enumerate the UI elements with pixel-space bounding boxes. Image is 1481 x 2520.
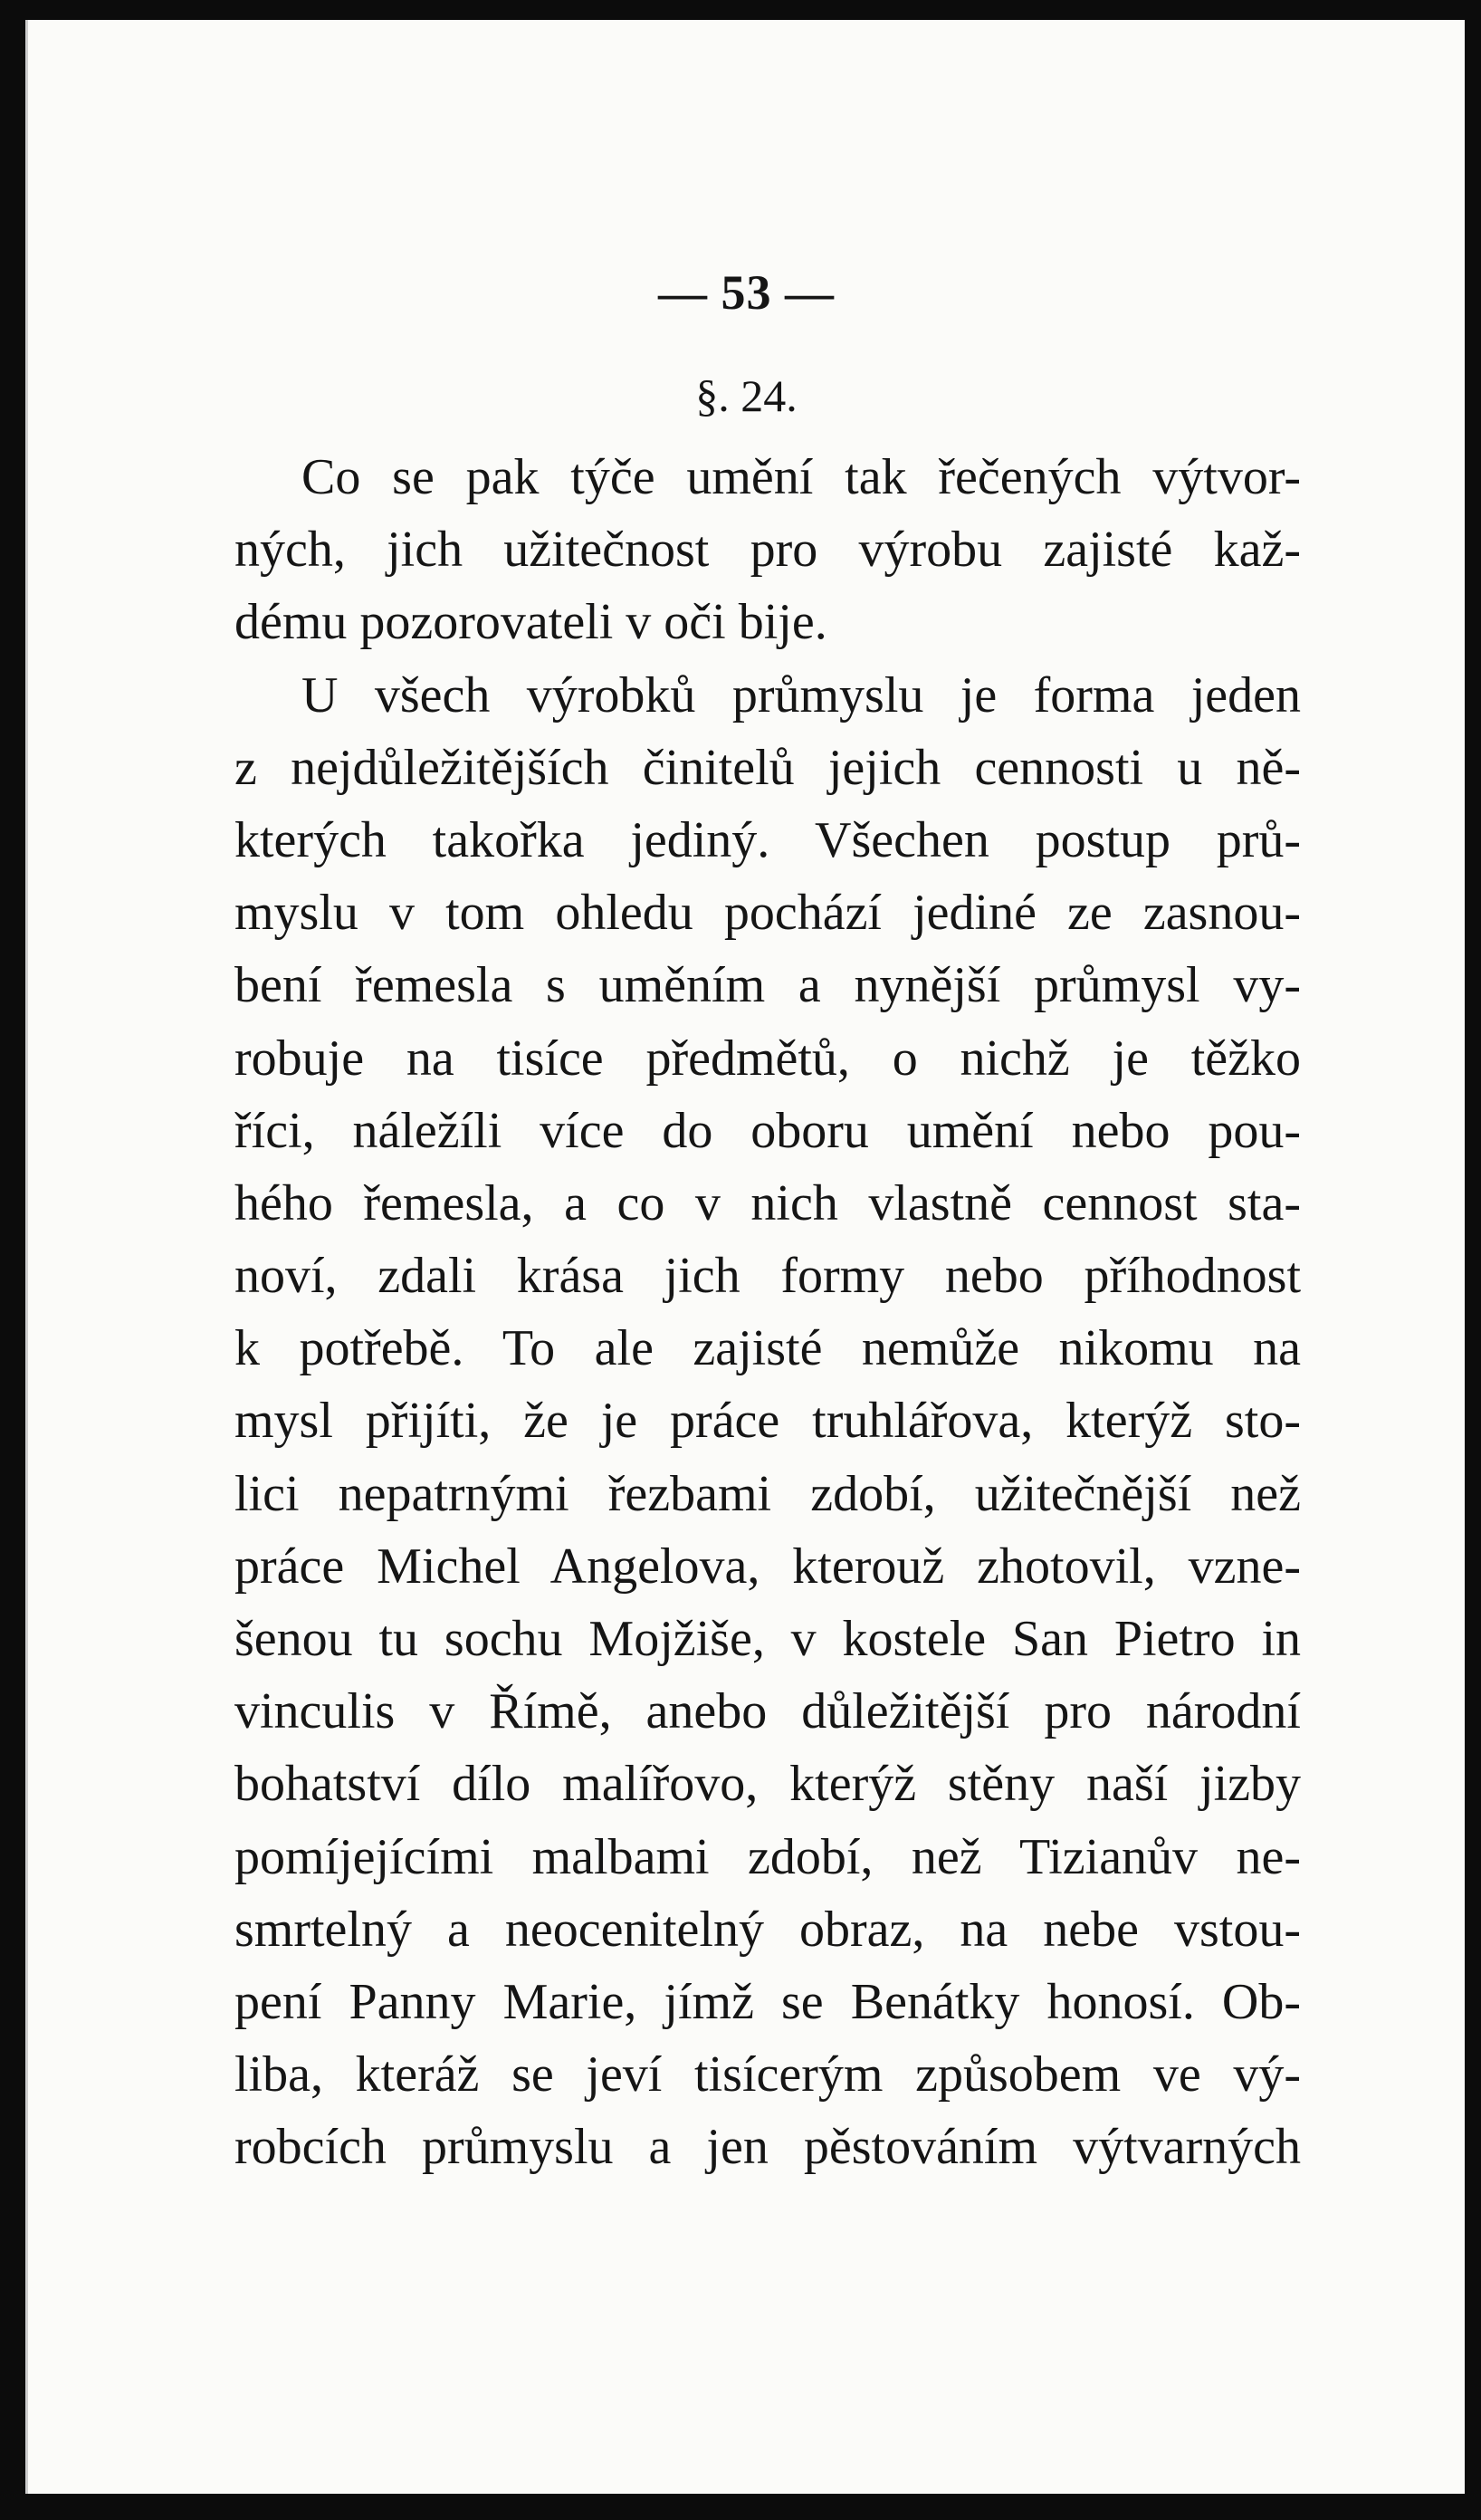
text-line: lici nepatrnými řezbami zdobí, užitečnější než (234, 1465, 1301, 1522)
text-line: robuje na tisíce předmětů, o nichž je těžko (234, 1030, 1301, 1087)
text-line: U všech výrobků průmyslu je forma jeden (301, 666, 1301, 723)
text-line: ných, jich užitečnost pro výrobu zajisté kaž- (234, 522, 1301, 579)
text-line: robcích průmyslu a jen pěstováním výtvarných (234, 2119, 1301, 2176)
body-text (234, 441, 1301, 2184)
text-line: z nejdůležitějších činitelů jejich cennosti u ně- (234, 739, 1301, 796)
text-line: liba, kteráž se jeví tisícerým způsobem ve vý- (234, 2046, 1301, 2103)
text-line: bení řemesla s uměním a nynější průmysl vy- (234, 957, 1301, 1014)
book-page (25, 20, 1465, 2494)
text-line: noví, zdali krása jich formy nebo příhodnost (234, 1248, 1301, 1305)
text-line: bohatství dílo malířovo, kterýž stěny naší jizby (234, 1756, 1301, 1813)
text-line: kterých takořka jediný. Všechen postup prů- (234, 811, 1301, 868)
text-line: práce Michel Angelova, kterouž zhotovil, vzne- (234, 1538, 1301, 1595)
text-line: hého řemesla, a co v nich vlastně cennost sta- (234, 1174, 1301, 1231)
text-line: dému pozorovateli v oči bije. (234, 594, 827, 651)
text-line: k potřebě. To ale zajisté nemůže nikomu na (234, 1320, 1301, 1377)
text-line: pomíjejícími malbami zdobí, než Tizianův ne- (234, 1828, 1301, 1885)
text-line: smrtelný a neocenitelný obraz, na nebe vstou- (234, 1901, 1301, 1958)
text-line: říci, náležíli více do oboru umění nebo pou- (234, 1102, 1301, 1159)
page-number: — 53 — (658, 265, 835, 320)
text-line: mysl přijíti, že je práce truhlářova, kterýž sto- (234, 1393, 1301, 1450)
text-line: Co se pak týče umění tak řečených výtvor- (301, 449, 1301, 505)
text-line: vinculis v Římě, anebo důležitější pro národní (234, 1683, 1301, 1740)
text-line: myslu v tom ohledu pochází jediné ze zasnou- (234, 885, 1301, 942)
text-line: šenou tu sochu Mojžiše, v kostele San Pietro in (234, 1611, 1301, 1667)
text-line: pení Panny Marie, jímž se Benátky honosí. Ob- (234, 1973, 1301, 2030)
section-heading: §. 24. (695, 370, 798, 421)
